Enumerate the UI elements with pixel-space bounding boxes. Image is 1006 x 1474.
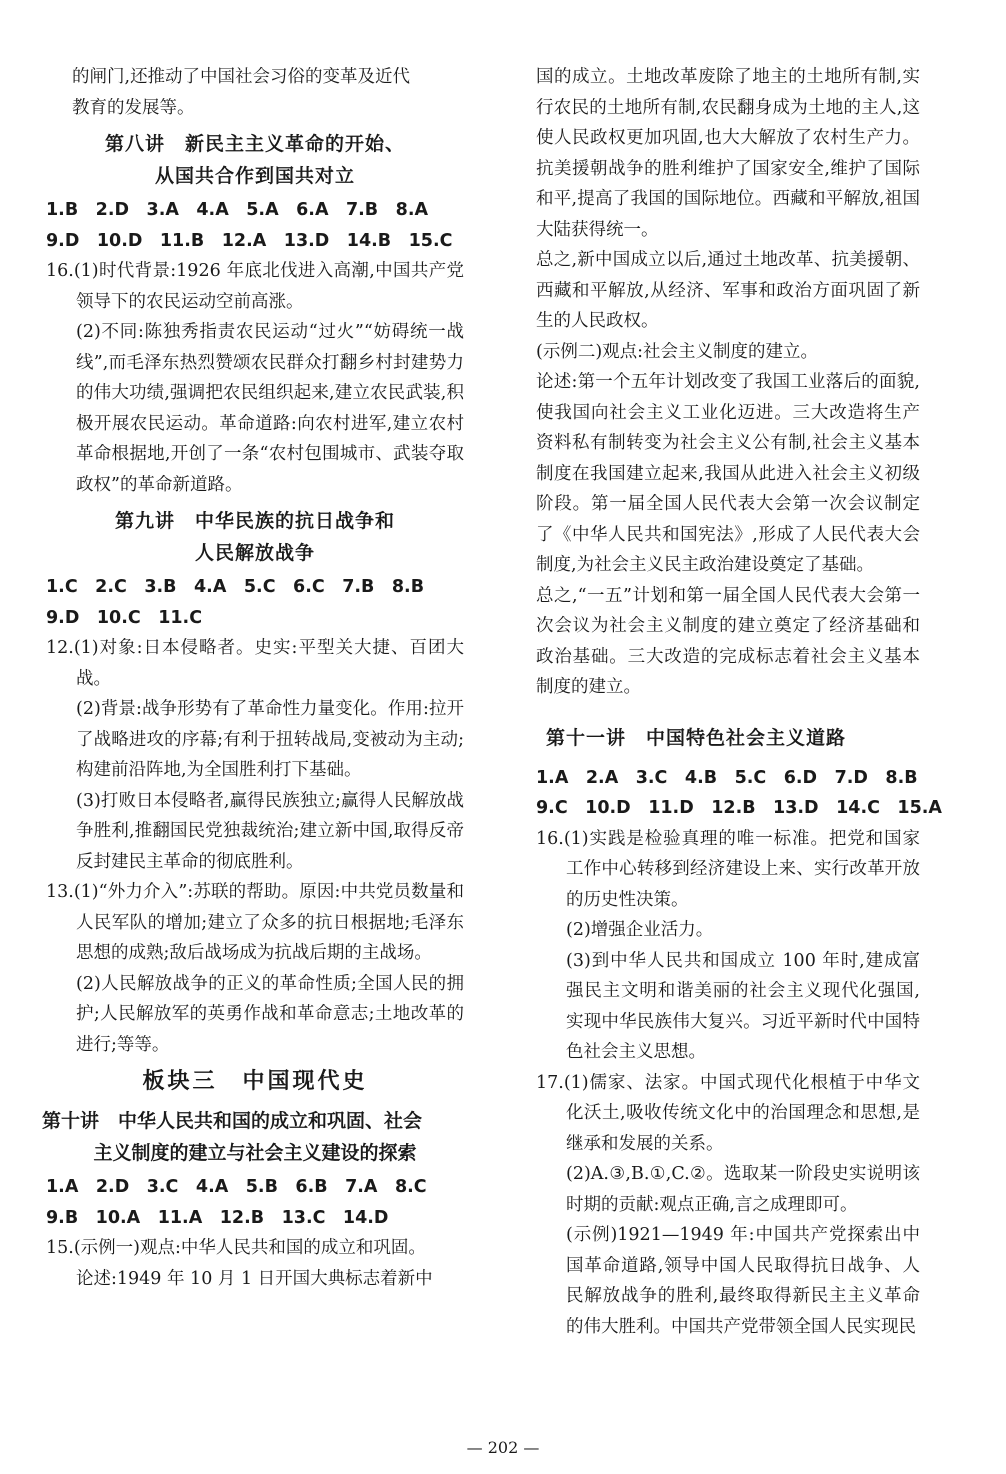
lecture-9-answers-row-1: 1.C 2.C 3.B 4.A 5.C 6.C 7.B 8.B <box>46 577 425 597</box>
lecture-9-q13-part-1: 13.(1)“外力介入”:苏联的帮助。原因:中共党员数量和人民军队的增加;建立了众多的抗日根据地;毛泽东思想的成熟;敌后战场成为抗战后期的主战场。 <box>46 882 464 963</box>
lecture-8-answers-row-2: 9.D 10.D 11.B 12.A 13.D 14.B 15.C <box>46 230 453 251</box>
lecture-11-q16-part-1: 16.(1)实践是检验真理的唯一标准。把党和国家工作中心转移到经济建设上来、实行改革开放的历史性决策。 <box>536 828 920 910</box>
lecture-11-answers-row-2: 9.C 10.D 11.D 12.B 13.D 14.C 15.A <box>536 798 942 818</box>
lecture-10-q15-part-1: 15.(示例一)观点:中华人民共和国的成立和巩固。 <box>46 1238 426 1258</box>
page-number: — 202 — <box>466 1438 540 1457</box>
q15-summary-2: 总之,“一五”计划和第一届全国人民代表大会第一次会议为社会主义制度的建立奠定了经济基础和政治基础。三大改造的完成标志着社会主义基本制度的建立。 <box>536 585 920 697</box>
lecture-9-q12-part-1: 12.(1)对象:日本侵略者。史实:平型关大捷、百团大战。 <box>46 638 464 689</box>
left-column <box>42 62 464 1294</box>
intro-line-1: 的闸门,还推动了中国社会习俗的变革及近代 <box>72 67 411 87</box>
q15-continued: 国的成立。土地改革废除了地主的土地所有制,实行农民的土地所有制,农民翻身成为土地的主人,这使人民政权更加巩固,也大大解放了农村生产力。抗美援朝战争的胜利维护了国家安全,维护了国际和平,提高了我国的国际地位。西藏和平解放,祖国大陆获得统一。 <box>536 67 920 240</box>
lecture-8-answers-row-1: 1.B 2.D 3.A 4.A 5.A 6.A 7.B 8.A <box>46 200 429 220</box>
lecture-11-title: 第十一讲 中国特色社会主义道路 <box>546 726 847 749</box>
lecture-11-q17-example: (示例)1921—1949 年:中国共产党探索出中国革命道路,领导中国人民取得抗日战争、人民解放战争的胜利,最终取得新民主主义革命的伟大胜利。中国共产党带领全国人民实现民 <box>566 1225 920 1337</box>
block-3-title: 板块三 中国现代史 <box>142 1069 368 1094</box>
lecture-9-answers-row-2: 9.D 10.C 11.C <box>46 607 203 628</box>
lecture-8-q16-part-2: (2)不同:陈独秀指责农民运动“过火”“妨碍统一战线”,而毛泽东热烈赞颂农民群众打翻乡村封建势力的伟大功绩,强调把农民组织起来,建立农民武装,积极开展农民运动。革命道路:向农村进军,建立农村革命根据地,开创了一条“农村包围城市、武装夺取政权”的革命新道路。 <box>76 322 464 495</box>
lecture-9-q13-part-2: (2)人民解放战争的正义的革命性质;全国人民的拥护;人民解放军的英勇作战和革命意志;土地改革的进行;等等。 <box>76 973 464 1055</box>
lecture-8-title-line-2: 从国共合作到国共对立 <box>154 165 355 187</box>
lecture-11-q16-part-3: (3)到中华人民共和国成立 100 年时,建成富强民主文明和谐美丽的社会主义现代化强国,实现中华民族伟大复兴。习近平新时代中国特色社会主义思想。 <box>566 950 920 1062</box>
lecture-10-answers-row-1: 1.A 2.D 3.C 4.A 5.B 6.B 7.A 8.C <box>46 1177 427 1197</box>
lecture-9-q12-part-2: (2)背景:战争形势有了革命性力量变化。作用:拉开了战略进攻的序幕;有利于扭转战局,变被动为主动;构建前沿阵地,为全国胜利打下基础。 <box>76 699 464 780</box>
lecture-10-title-line-1: 第十讲 中华人民共和国的成立和巩固、社会 <box>42 1110 423 1132</box>
lecture-10-title-line-2: 主义制度的建立与社会主义建设的探索 <box>93 1142 417 1164</box>
lecture-9-q12-part-3: (3)打败日本侵略者,赢得民族独立;赢得人民解放战争胜利,推翻国民党独裁统治;建立新中国,取得反帝反封建民主革命的彻底胜利。 <box>76 790 464 872</box>
lecture-11-q17-part-1: 17.(1)儒家、法家。中国式现代化根植于中华文化沃土,吸收传统文化中的治国理念和思想,是继承和发展的关系。 <box>536 1072 920 1154</box>
q15-summary-1: 总之,新中国成立以后,通过土地改革、抗美援朝、西藏和平解放,从经济、军事和政治方面巩固了新生的人民政权。 <box>536 250 920 331</box>
intro-line-2: 教育的发展等。 <box>72 97 195 118</box>
lecture-11-answers-row-1: 1.A 2.A 3.C 4.B 5.C 6.D 7.D 8.B <box>536 767 918 788</box>
right-column <box>536 62 942 1342</box>
lecture-8-q16-part-1: 16.(1)时代背景:1926 年底北伐进入高潮,中国共产党领导下的农民运动空前高涨。 <box>46 261 464 312</box>
lecture-10-q15-part-2: 论述:1949 年 10 月 1 日开国大典标志着新中 <box>76 1268 433 1289</box>
lecture-11-q17-part-2: (2)A.③,B.①,C.②。选取某一阶段史实说明该时期的贡献:观点正确,言之成理即可。 <box>566 1164 920 1215</box>
lecture-10-answers-row-2: 9.B 10.A 11.A 12.B 13.C 14.D <box>46 1207 389 1228</box>
lecture-9-title-line-1: 第九讲 中华民族的抗日战争和 <box>114 510 395 532</box>
lecture-8-title-line-1: 第八讲 新民主主义革命的开始、 <box>104 133 405 155</box>
lecture-11-q16-part-2: (2)增强企业活力。 <box>566 920 714 940</box>
q15-example-2: (示例二)观点:社会主义制度的建立。 <box>536 341 819 362</box>
lecture-9-title-line-2: 人民解放战争 <box>194 542 315 564</box>
q15-example-2-argument: 论述:第一个五年计划改变了我国工业落后的面貌,使我国向社会主义工业化迈进。三大改造将生产资料私有制转变为社会主义公有制,社会主义基本制度在我国建立起来,我国从此进入社会主义初级阶段。第一届全国人民代表大会第一次会议制定了《中华人民共和国宪法》,形成了人民代表大会制度,为社会主义民主政治建设奠定了基础。 <box>536 372 920 575</box>
